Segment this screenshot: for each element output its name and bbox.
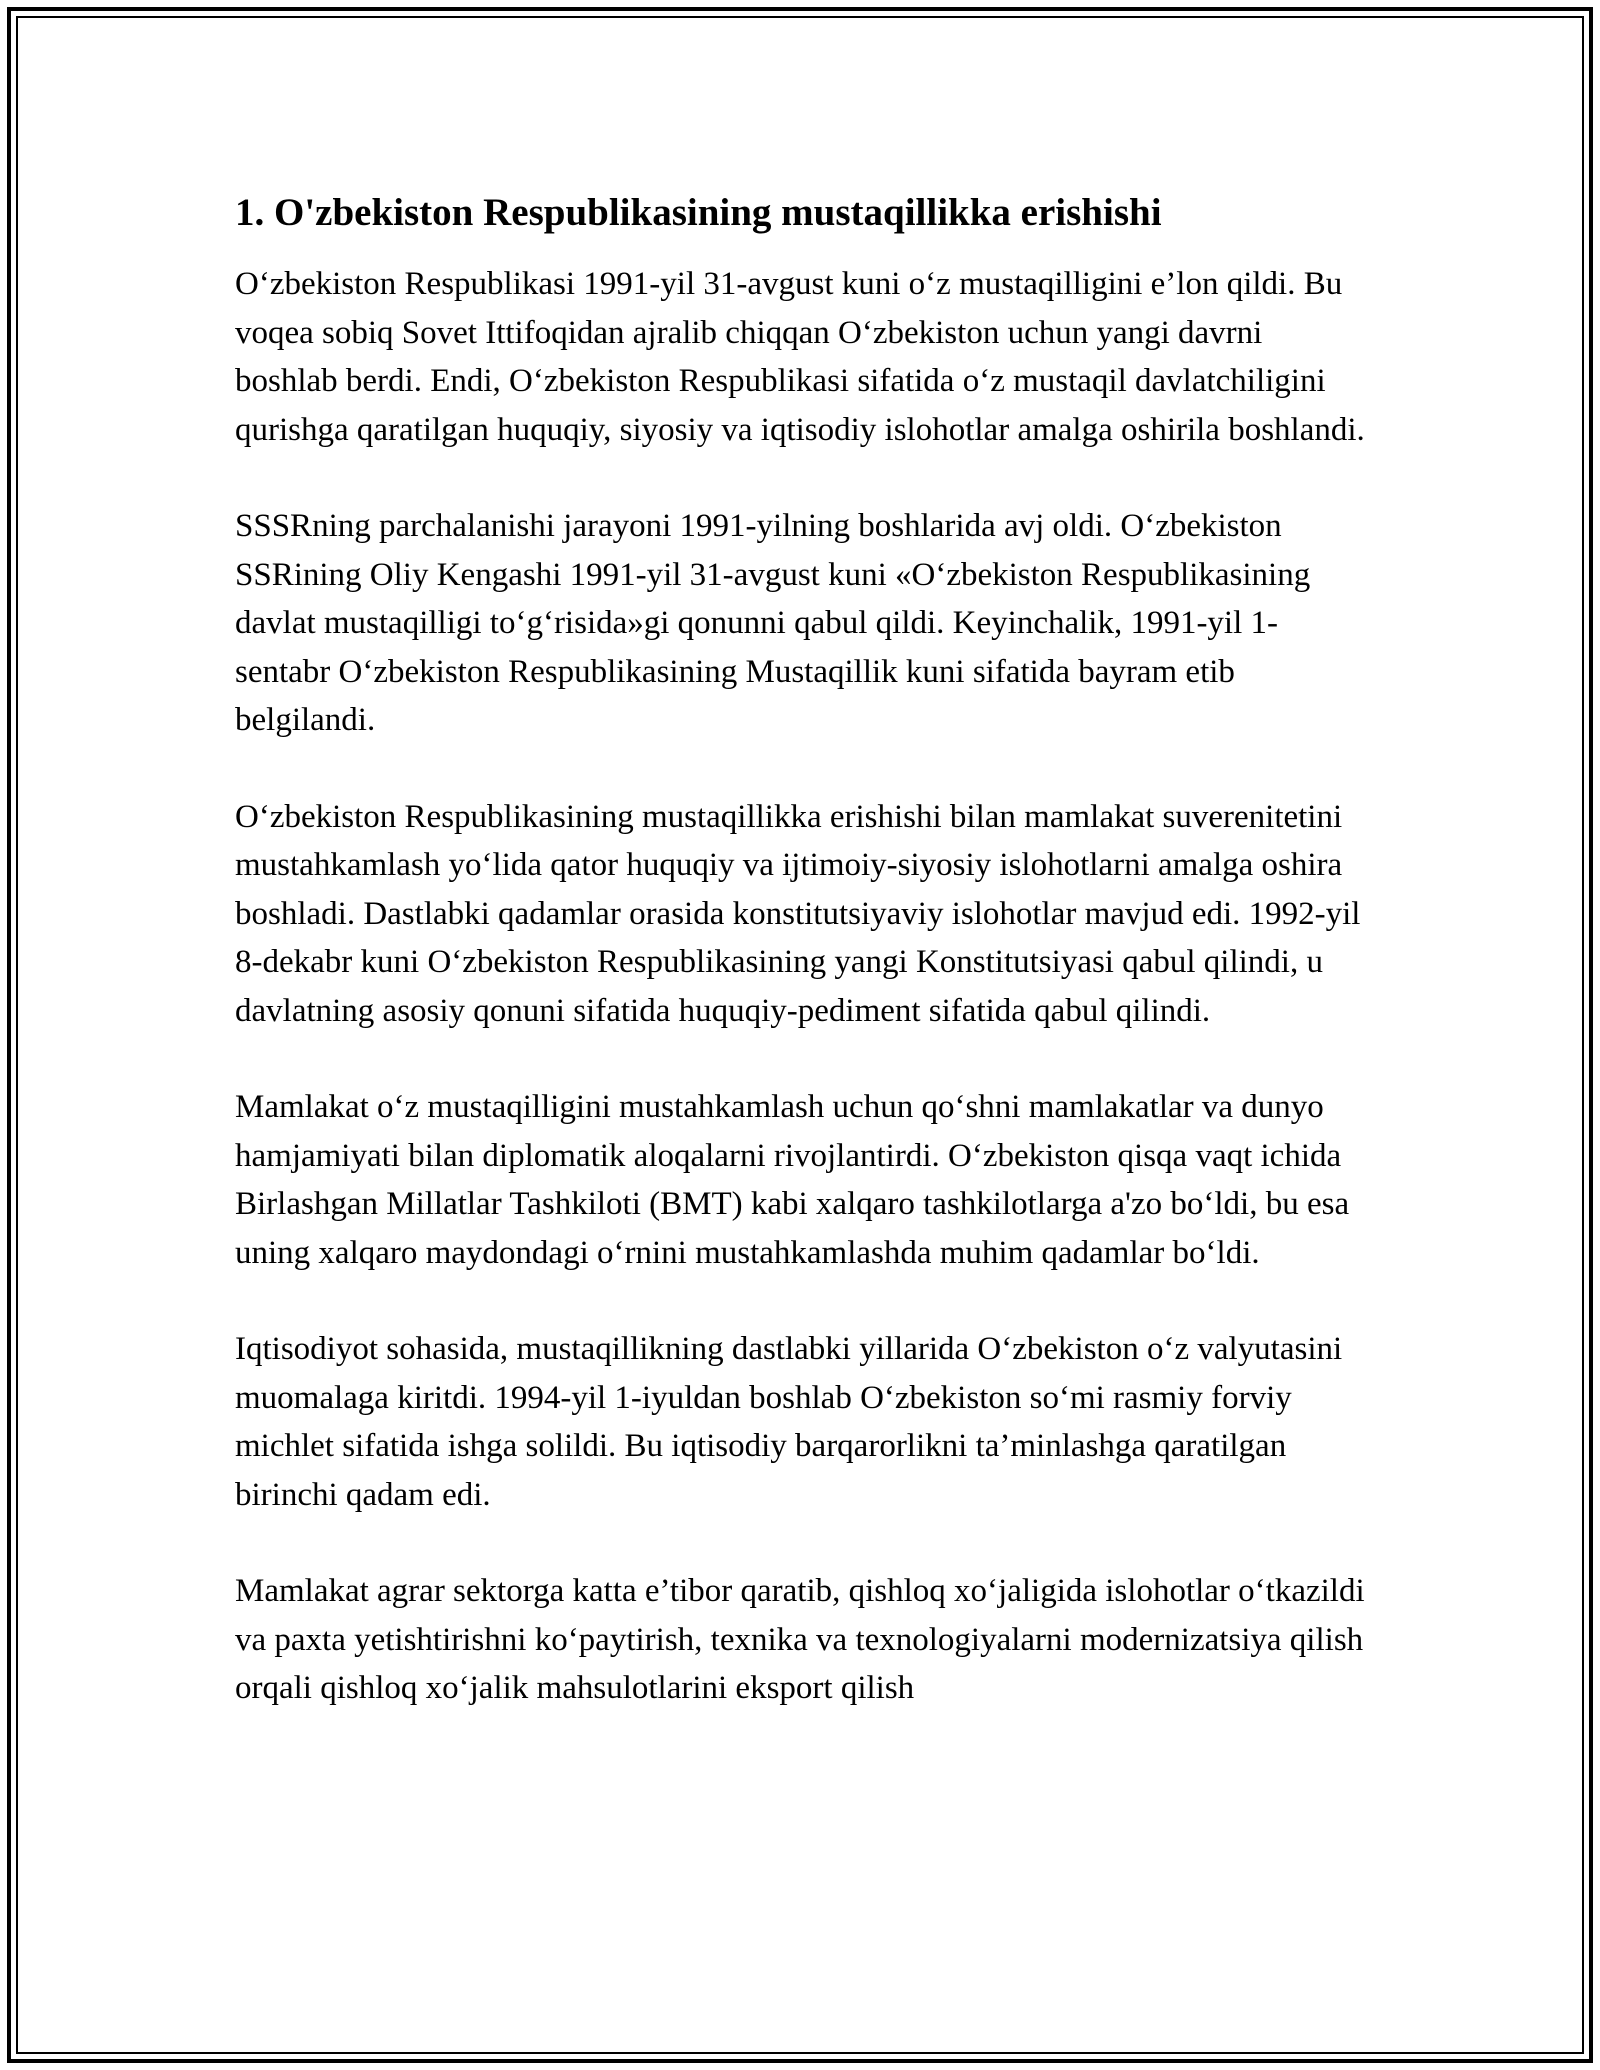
paragraph-2: SSSRning parchalanishi jarayoni 1991-yilning boshlarida avj oldi. Oʻzbekiston SSRining Oliy Kengashi 1991-yil 31-avgust kuni «Oʻzbekiston Respublikasining davlat mustaqilligi toʻgʻrisida»gi qonunni qabul qildi. Keyinchalik, 1991-yil 1-sentabr Oʻzbekiston Respublikasining Mustaqillik kuni sifatida bayram etib belgilandi. <box>235 508 1311 738</box>
paragraph-5: Iqtisodiyot sohasida, mustaqillikning dastlabki yillarida Oʻzbekiston oʻz valyutasini muomalaga kiritdi. 1994-yil 1-iyuldan boshlab Oʻzbekiston soʻmi rasmiy forviy michlet sifatida ishga solildi. Bu iqtisodiy barqarorlikni ta’minlashga qaratilgan birinchi qadam edi. <box>235 1331 1343 1513</box>
paragraph-3: Oʻzbekiston Respublikasining mustaqillikka erishishi bilan mamlakat suverenitetini mustahkamlash yoʻlida qator huquqiy va ijtimoiy-siyosiy islohotlarni amalga oshira boshladi. Dastlabki qadamlar orasida konstitutsiyaviy islohotlar mavjud edi. 1992-yil 8-dekabr kuni Oʻzbekiston Respublikasining yangi Konstitutsiyasi qabul qilindi, u davlatning asosiy qonuni sifatida huquqiy-pediment sifatida qabul qilindi. <box>235 798 1361 1029</box>
paragraph-4: Mamlakat oʻz mustaqilligini mustahkamlash uchun qoʻshni mamlakatlar va dunyo hamjamiyati bilan diplomatik aloqalarni rivojlantirdi. Oʻzbekiston qisqa vaqt ichida Birlashgan Millatlar Tashkiloti (BMT) kabi xalqaro tashkilotlarga a'zo boʻldi, bu esa uning xalqaro maydondagi oʻrnini mustahkamlashda muhim qadamlar boʻldi. <box>235 1089 1350 1271</box>
paragraph-6: Mamlakat agrar sektorga katta e’tibor qaratib, qishloq xoʻjaligida islohotlar oʻtkazildi va paxta yetishtirishni koʻpaytirish, texnika va texnologiyalarni modernizatsiya qilish orqali qishloq xoʻjalik mahsulotlarini eksport qilish <box>235 1573 1365 1706</box>
page-title: 1. O'zbekiston Respublikasining mustaqillikka erishishi <box>235 191 1162 234</box>
paragraph-1: Oʻzbekiston Respublikasi 1991-yil 31-avgust kuni oʻz mustaqilligini e’lon qildi. Bu voqea sobiq Sovet Ittifoqidan ajralib chiqqan Oʻzbekiston uchun yangi davrni boshlab berdi. Endi, Oʻzbekiston Respublikasi sifatida oʻz mustaqil davlatchiligini qurishga qaratilgan huquqiy, siyosiy va iqtisodiy islohotlar amalga oshirila boshlandi. <box>235 266 1365 448</box>
document-body <box>235 188 1365 1761</box>
